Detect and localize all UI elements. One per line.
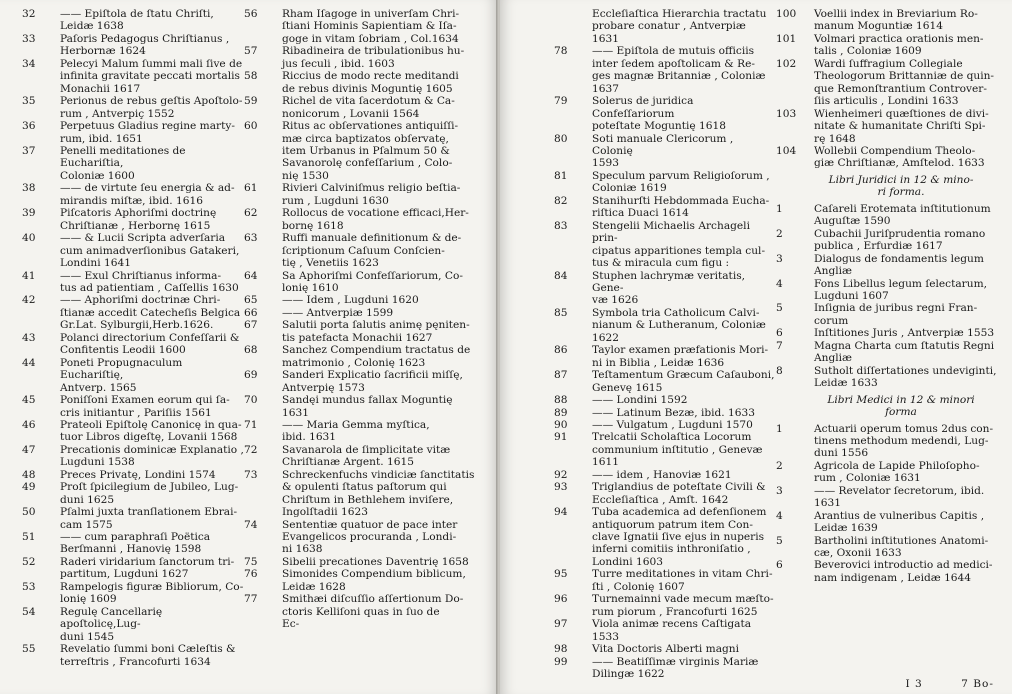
catalog-entry [776,108,1006,145]
catalog-entry [244,568,490,593]
catalog-entry [554,593,776,618]
entry-text: —— Idem , Lugduni 1620 [282,294,419,307]
entry-number: 69 [244,369,258,382]
entry-text: Inſtitiones Juris , Antverpiæ 1553 [814,327,995,340]
entry-number: 74 [244,518,258,531]
entry-number: 32 [22,8,36,20]
entry-number: 61 [244,182,258,195]
entry-text: —— de virtute ſeu energia & ad- mirandis miſtæ, ibid. 1616 [60,182,235,207]
catalog-entry [244,344,490,369]
catalog-entry [22,419,244,444]
entry-number: 78 [554,45,568,58]
catalog-entry [22,58,244,95]
entry-number: 72 [244,443,258,456]
entry-text: Stanihurſti Hebdommada Eucha- riſtica Duaci 1614 [592,194,770,220]
entry-number: 79 [554,95,568,108]
entry-text: Wardi ſuffragium Collegiale Theologorum Brittanniæ de quin- que Remonſtrantium Controver- ſiis articulis , Londini 1633 [814,57,995,108]
entry-text: —— cum paraphraſi Poëtica Berſmanni , Hanovię 1598 [60,531,211,556]
entry-text: Tuba academica ad defenſionem antiquorum patrum item Con- clave Ignatii ſive ejus in nuperis inferni comitiis inthroniſatio , Londini 1603 [592,506,767,568]
catalog-entry [22,294,244,331]
entry-text: Riccius de modo recte meditandi de rebus divinis Moguntię 1605 [282,70,459,95]
entry-number: 73 [244,468,258,481]
entry-text: Eccleſiaſtica Hierarchia tractatu probare conatur , Antverpiæ 1631 [592,8,767,45]
entry-text: Polanci directorium Confeſſarii & Confitentis Leodii 1600 [60,331,240,357]
catalog-entry [244,207,490,232]
catalog-entry [22,33,244,58]
left-page-column-2 [244,8,490,631]
entry-text: Caſareli Erotemata inſtitutionum Auguſtæ 1590 [814,202,991,228]
entry-number: 2 [776,227,783,240]
entry-number: 104 [776,144,797,157]
entry-number: 101 [776,32,797,45]
entry-number: 41 [22,269,36,282]
entry-text: Turre meditationes in vitam Chri- ſti , Colonię 1607 [592,568,773,593]
entry-number: 35 [22,95,36,108]
entry-number: 99 [554,655,568,668]
entry-number: 71 [244,418,258,431]
entry-text: Precationis dominicæ Explanatio , Lugduni 1538 [60,443,244,469]
catalog-entry [22,581,244,606]
entry-text: Revelatio ſummi boni Cæleſtis & terreſtris , Francofurti 1634 [60,643,236,668]
catalog-entry [22,8,244,33]
entry-text: Sanderi Explicatio ſacrificii miſſę, Antverpię 1573 [282,369,463,394]
entry-text: Trelcatii Scholaſtica Locorum communium inſtitutio , Genevæ 1611 [592,431,763,469]
catalog-entry [244,394,490,419]
catalog-entry [776,365,1006,390]
catalog-entry [244,120,490,182]
entry-text: —— & Lucii Scripta adverſaria cum animadverſionibus Gatakeri, Londini 1641 [60,232,240,270]
entry-number: 39 [22,207,36,220]
entry-text: —— Aphoriſmi doctrinæ Chri- ſtianæ accedit Catecheſis Belgica Gr.Lat. Sylburgii,Herb.1626. [60,294,241,332]
catalog-entry [22,531,244,556]
entry-number: 47 [22,443,36,456]
entry-text: Arantius de vulneribus Capitis , Leidæ 1639 [814,509,985,535]
entry-number: 64 [244,269,258,282]
entry-text: Vita Doctoris Alberti magni [592,643,740,656]
entry-number: 63 [244,232,258,245]
catalog-entry [554,45,776,95]
entry-text: Prateoli Epiſtolę Canonicę in qua- tuor Libros digeſtę, Lovanii 1568 [60,418,242,444]
entry-number: 82 [554,194,568,207]
entry-number: 50 [22,506,36,519]
catalog-entry [554,8,776,45]
entry-number: 38 [22,182,36,195]
entry-number: 5 [776,534,783,547]
entry-text: Penelli meditationes de Euchariſtia, Coloniæ 1600 [60,144,186,182]
entry-number: 97 [554,618,568,631]
catalog-entry [554,307,776,344]
catalog-entry [244,419,490,444]
entry-text: Preces Privatę, Londini 1574 [60,468,216,481]
entry-number: 37 [22,144,36,157]
entry-text: Inſignia de juribus regni Fran- corum [814,302,978,327]
catalog-entry [776,485,1006,510]
entry-number: 33 [22,32,36,45]
entry-text: Volmari practica orationis men- talis , Coloniæ 1609 [814,32,984,58]
entry-text: Beverovici introductio ad medici- nam indigenam , Leidæ 1644 [814,559,993,584]
entry-text: Proſt ſpicilegium de Jubileo, Lug- duni 1625 [60,481,239,506]
entry-number: 54 [22,605,36,618]
catalog-entry [22,556,244,581]
entry-text: Smithæi diſcuſſio aſſertionum Do- ctoris Kelliſoni quas in ſuo de Ec- [282,593,464,631]
entry-text: Richel de vita ſacerdotum & Ca- nonicorum , Lovanii 1564 [282,95,455,120]
entry-text: —— Antverpiæ 1599 [282,306,394,319]
entry-text: Poniſſoni Examen eorum qui ſa- cris initiantur , Pariſiis 1561 [60,394,230,419]
entry-number: 75 [244,555,258,568]
entry-number: 85 [554,306,568,319]
catalog-entry [244,294,490,306]
catalog-entry [776,340,1006,365]
entry-number: 66 [244,306,258,319]
entry-number: 55 [22,643,36,656]
catalog-entry [776,278,1006,303]
entry-text: Salutii porta ſalutis animę pęniten- tis patefacta Monachii 1627 [282,319,470,344]
catalog-entry [22,95,244,120]
catalog-entry [244,319,490,344]
entry-text: Sa Aphoriſmi Confeſſariorum, Co- lonię 1610 [282,269,463,294]
left-page [0,0,499,694]
catalog-entry [244,593,490,630]
entry-number: 77 [244,593,258,606]
entry-number: 102 [776,57,797,70]
entry-text: Sutholt diſſertationes undeviginti, Leidæ 1633 [814,364,997,390]
entry-text: Pelecyi Malum ſummi mali ſive de infinita gravitate peccati mortalis Monachii 1617 [60,57,243,95]
entry-number: 90 [554,418,568,431]
catalog-entry [776,33,1006,58]
entry-number: 4 [776,277,783,290]
catalog-entry [776,145,1006,170]
entry-number: 60 [244,120,258,133]
entry-text: Turnemainni vade mecum mæſto- rum piorum , Francofurti 1625 [592,593,774,618]
entry-text: Sandęi mundus fallax Moguntię 1631 [282,394,453,419]
catalog-entry [554,656,776,681]
entry-number: 51 [22,531,36,544]
entry-text: Rham Iſagoge in univerſam Chri- ſtiani Hominis Sapientiam & Iſa- goge in vitam ſobriam , Col.1634 [282,8,460,45]
entry-number: 8 [776,364,783,377]
catalog-entry [554,469,776,481]
entry-text: Actuarii operum tomus 2dus con- tinens methodum medendi, Lug- duni 1556 [814,422,994,460]
entry-number: 59 [244,95,258,108]
entry-number: 96 [554,593,568,606]
entry-text: Teſtamentum Græcum Caſauboni, Genevę 1615 [592,369,775,394]
entry-text: —— Beatiſſimæ virginis Mariæ Dilingæ 1622 [592,655,759,681]
entry-text: Agricola de Lapide Philoſopho- rum , Coloniæ 1631 [814,459,980,485]
entry-number: 83 [554,219,568,232]
catchword: 7 Bo- [961,678,994,690]
catalog-entry [554,133,776,170]
entry-text: Speculum parvum Religioſorum , Coloniæ 1619 [592,169,770,195]
catalog-entry [244,8,490,45]
entry-number: 70 [244,394,258,407]
catalog-entry [554,95,776,132]
catalog-entry [244,556,490,568]
catalog-entry [554,618,776,643]
entry-number: 92 [554,468,568,481]
entry-number: 67 [244,319,258,332]
catalog-entry [244,70,490,95]
entry-text: Simonides Compendium biblicum, Leidæ 1628 [282,568,466,593]
catalog-entry [22,481,244,506]
catalog-entry [244,95,490,120]
entry-number: 58 [244,70,258,83]
entry-text: Ribadineira de tribulationibus hu- jus ſeculi , ibid. 1603 [282,45,465,70]
catalog-entry [22,120,244,145]
entry-text: Perionus de rebus geſtis Apoſtolo- rum , Antverpiç 1552 [60,95,243,120]
entry-number: 1 [776,202,783,215]
catalog-entry [22,643,244,668]
entry-text: Poneti Propugnaculum Euchariſtię, Antverp. 1565 [60,356,183,394]
entry-text: —— idem , Hanoviæ 1621 [592,468,732,481]
catalog-entry [776,460,1006,485]
entry-text: Stengelii Michaelis Archageli prin- cipatus apparitiones templa cul- tus & miracula cum figu : [592,219,766,270]
catalog-entry [22,506,244,531]
catalog-entry [22,469,244,481]
entry-number: 43 [22,331,36,344]
entry-text: Ruffi manuale definitionum & de- ſcriptionum Caſuum Conſcien- tię , Venetiis 1623 [282,232,462,270]
catalog-entry [244,232,490,269]
catalog-entry [776,423,1006,460]
entry-text: Savanarola de ſimplicitate vitæ Chriſtianæ Argent. 1615 [282,443,451,469]
entry-text: Solerus de juridica Confeſſariorum poteſtate Moguntię 1618 [592,95,726,133]
entry-number: 87 [554,369,568,382]
entry-number: 44 [22,356,36,369]
entry-number: 3 [776,484,783,497]
catalog-entry [776,253,1006,278]
catalog-entry [554,506,776,568]
entry-text: Voellii index in Breviarium Ro- manum Moguntiæ 1614 [814,8,978,33]
entry-text: Stuphen lachrymæ veritatis, Gene- væ 1626 [592,269,746,307]
section-heading: Libri Medici in 12 & minori forma [827,393,975,419]
catalog-entry [244,45,490,70]
entry-number: 49 [22,481,36,494]
entry-number: 84 [554,269,568,282]
catalog-entry [22,332,244,357]
catalog-entry [244,182,490,207]
entry-number: 91 [554,431,568,444]
entry-text: Sanchez Compendium tractatus de matrimonio , Colonię 1623 [282,344,471,369]
catalog-entry [776,58,1006,108]
entry-text: —— Maria Gemma myſtica, ibid. 1631 [282,418,430,444]
entry-text: Perpetuus Gladius regine marty- rum, ibid. 1651 [60,120,235,145]
entry-text: Rollocus de vocatione efficaci,Her- bornę 1618 [282,207,469,232]
page-footer [905,678,994,690]
entry-text: Wollebii Compendium Theolo- giæ Chriſtianæ, Amſtelod. 1633 [814,144,985,170]
entry-number: 81 [554,169,568,182]
entry-number: 57 [244,45,258,58]
entry-text: Taylor examen præfationis Mori- ni in Biblia , Leidæ 1636 [592,344,769,369]
catalog-entry [554,220,776,270]
entry-number: 62 [244,207,258,220]
entry-text: Regulę Cancellarię apoſtolicę,Lug- duni 1545 [60,605,163,643]
right-page [500,0,1012,694]
catalog-entry [22,182,244,207]
entry-number: 88 [554,394,568,407]
signature-mark: I 3 [905,678,923,690]
entry-number: 4 [776,509,783,522]
entry-number: 103 [776,107,797,120]
entry-text: Pſalmi juxta tranſlationem Ebrai- cam 1575 [60,506,238,531]
entry-number: 40 [22,232,36,245]
entry-number: 68 [244,344,258,357]
entry-text: —— Revelator ſecretorum, ibid. 1631 [814,484,985,510]
entry-number: 46 [22,418,36,431]
entry-number: 98 [554,643,568,656]
catalog-entry [776,228,1006,253]
catalog-entry [244,369,490,394]
entry-text: Symbola tria Catholicum Calvi- nianum & Lutheranum, Coloniæ 1622 [592,306,766,344]
catalog-entry [244,469,490,519]
catalog-entry [22,207,244,232]
entry-number: 3 [776,252,783,265]
catalog-entry [554,344,776,369]
catalog-entry [776,8,1006,33]
entry-text: —— Londini 1592 [592,394,688,407]
catalog-entry [22,232,244,269]
entry-number: 94 [554,506,568,519]
catalog-entry [554,568,776,593]
right-page-column-2 [776,8,1006,584]
entry-number: 36 [22,120,36,133]
entry-text: —— Epiſtola de ſtatu Chriſti, Leidæ 1638 [60,8,214,33]
catalog-entry [22,270,244,295]
catalog-entry [554,419,776,431]
catalog-entry [22,357,244,394]
entry-text: Soti manuale Clericorum , Colonię 1593 [592,132,734,170]
entry-text: —— Vulgatum , Lugduni 1570 [592,418,753,431]
catalog-entry [22,145,244,182]
entry-text: Wienheimeri quæſtiones de divi- nitate & humanitate Chriſti Spi- rę 1648 [814,107,989,145]
entry-number: 80 [554,132,568,145]
entry-number: 5 [776,302,783,315]
entry-number: 45 [22,394,36,407]
entry-text: Magna Charta cum ſtatutis Regni Angliæ [814,339,995,365]
entry-text: Cubachii Juriſprudentia romano publica , Erfurdiæ 1617 [814,227,986,253]
entry-text: —— Epiſtola de mutuis officiis inter ſedem apoſtolicam & Re- ges magnæ Britanniæ , Coloniæ 1637 [592,45,766,95]
catalog-entry [244,307,490,319]
right-page-column-1 [554,8,776,680]
entry-number: 86 [554,344,568,357]
catalog-entry [554,481,776,506]
entry-text: —— Latinum Bezæ, ibid. 1633 [592,406,755,419]
entry-number: 34 [22,57,36,70]
entry-text: Rampelogis figuræ Bibliorum, Co- lonię 1609 [60,580,244,606]
catalog-entry [554,431,776,468]
entry-number: 95 [554,568,568,581]
entry-text: Fons Libellus legum ſelectarum, Lugduni 1607 [814,277,987,302]
catalog-entry [554,407,776,419]
entry-number: 2 [776,459,783,472]
catalog-entry [776,535,1006,560]
entry-text: Viola animæ recens Caſtigata 1533 [592,618,752,643]
entry-text: Raderi viridarium ſanctorum tri- partitum, Lugduni 1627 [60,555,235,581]
left-page-column-1 [22,8,244,668]
entry-number: 42 [22,294,36,307]
catalog-entry [22,606,244,643]
catalog-entry [554,170,776,195]
catalog-entry [554,369,776,394]
entry-text: Schreckenfuchs vindiciæ ſanctitatis & opulenti ſtatus paſtorum qui Chriſtum in Bethlehem inviſere, Ingolſtadii 1623 [282,468,475,519]
catalog-entry [22,444,244,469]
entry-text: Rivieri Calviniſmus religio beſtia- rum , Lugduni 1630 [282,182,461,207]
entry-text: Piſcatoris Aphoriſmi doctrinę Chriſtianæ , Herbornę 1615 [60,207,217,232]
catalog-entry [554,270,776,307]
entry-text: Sententiæ quatuor de pace inter Evangelicos procuranda , Londi- ni 1638 [282,518,458,556]
catalog-entry [244,270,490,295]
catalog-entry [776,302,1006,327]
entry-number: 6 [776,327,783,340]
entry-text: Paſoris Pedagogus Chriſtianus , Herbornæ 1624 [60,32,230,58]
catalog-entry [776,327,1006,339]
entry-number: 100 [776,8,797,20]
catalog-entry [554,643,776,655]
entry-number: 6 [776,559,783,572]
entry-text: Ritus ac obſervationes antiquiſſi- mæ circa baptizatos obſervatę, item Urbanus in Pſalmum 50 & Savanorolę confeſſarium , Colo- nię 1530 [282,120,459,182]
entry-number: 89 [554,406,568,419]
entry-number: 52 [22,555,36,568]
entry-text: Triglandius de poteſtate Civili & Eccleſiaſtica , Amſt. 1642 [592,481,766,506]
entry-number: 48 [22,468,36,481]
entry-number: 76 [244,568,258,581]
entry-number: 53 [22,580,36,593]
catalog-entry [244,444,490,469]
entry-text: Dialogus de fondamentis legum Angliæ [814,252,984,278]
catalog-entry [244,519,490,556]
entry-number: 56 [244,8,258,20]
catalog-entry [554,195,776,220]
catalog-entry [776,510,1006,535]
catalog-entry [776,559,1006,584]
catalog-entry [554,394,776,406]
catalog-entry [22,394,244,419]
section-heading: Libri Juridici in 12 & mino- ri forma. [828,173,974,199]
entry-number: 93 [554,481,568,494]
entry-text: Sibelii precationes Daventrię 1658 [282,555,469,568]
entry-number: 1 [776,422,783,435]
entry-number: 7 [776,339,783,352]
entry-text: —— Exul Chriſtianus informa- tus ad patientiam , Caſſellis 1630 [60,269,239,294]
entry-number: 65 [244,294,258,307]
entry-text: Bartholini inſtitutiones Anatomi- cæ, Oxonii 1633 [814,534,989,560]
catalog-entry [776,203,1006,228]
